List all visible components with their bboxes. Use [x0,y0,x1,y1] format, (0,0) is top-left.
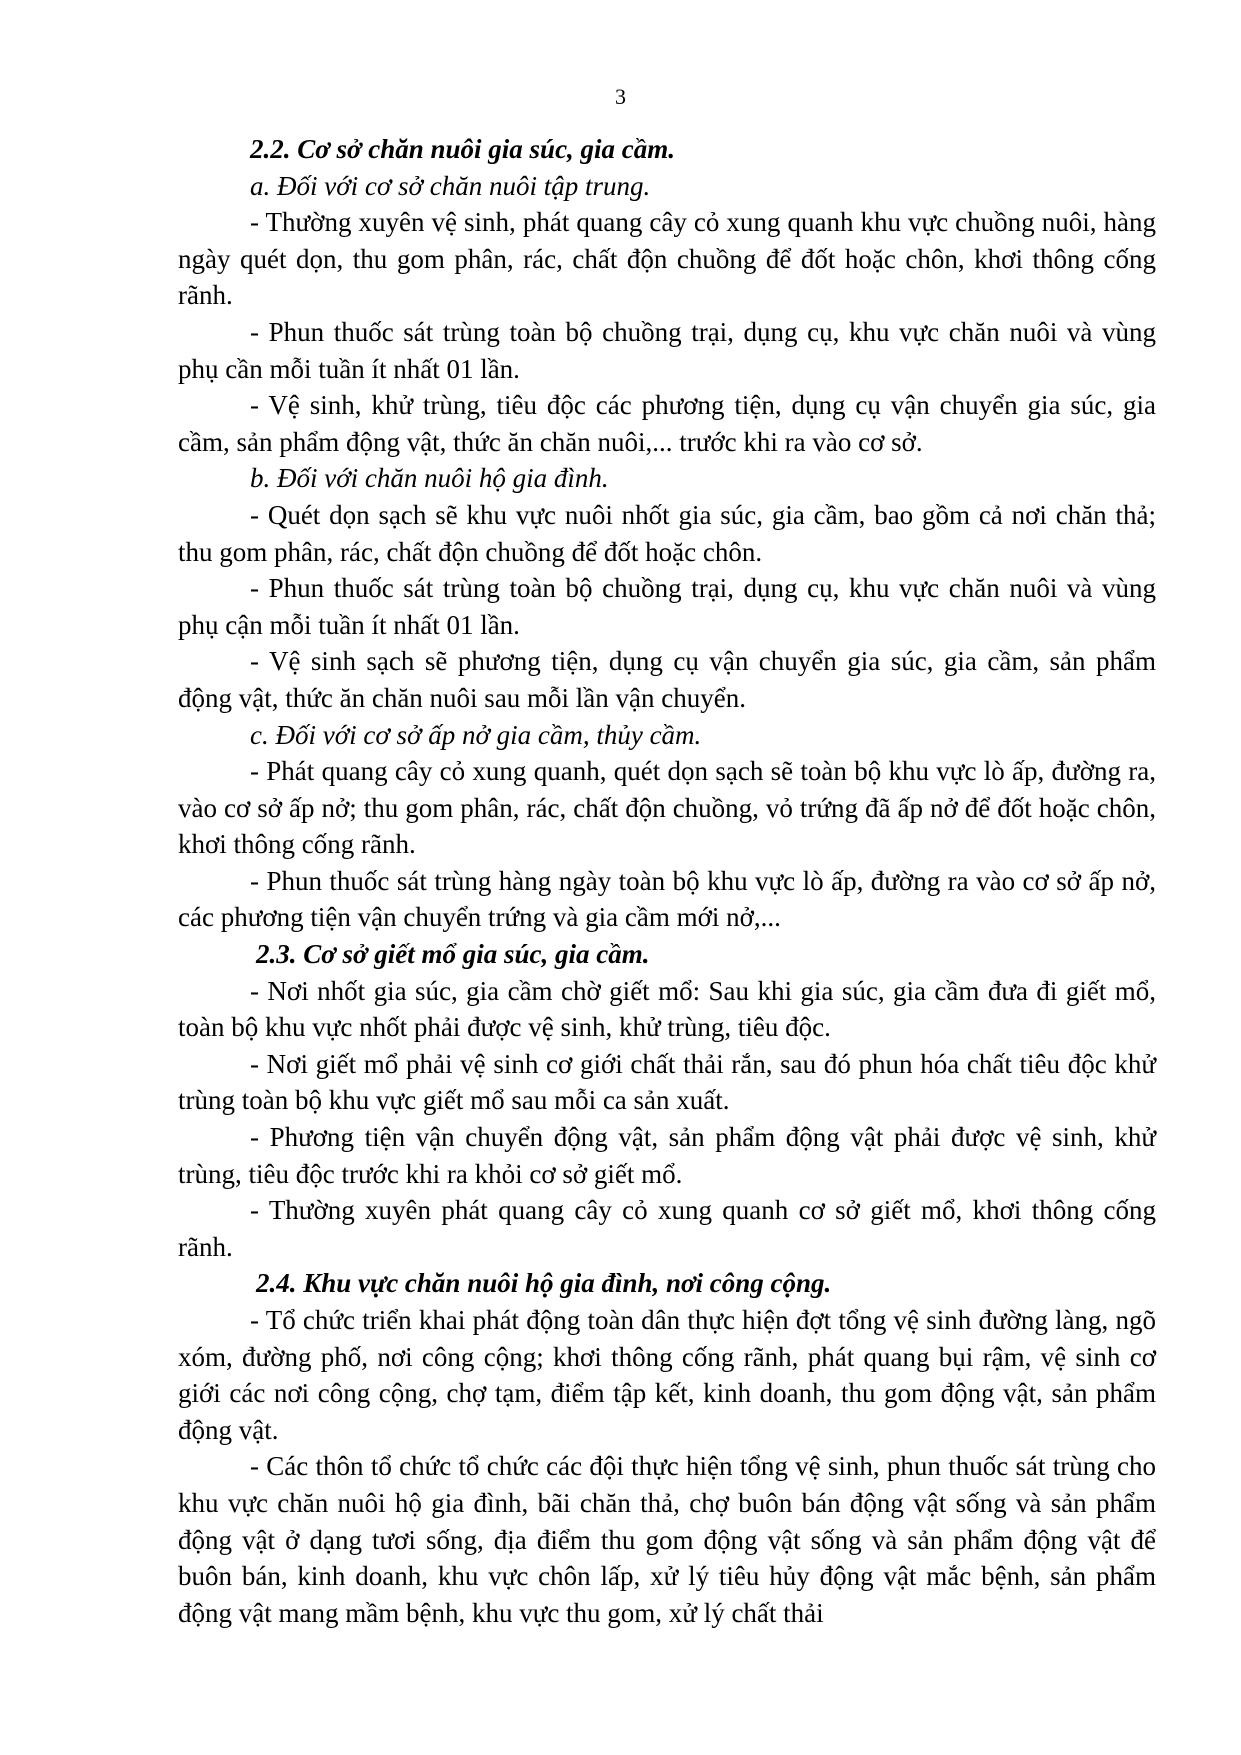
paragraph: - Nơi nhốt gia súc, gia cầm chờ giết mổ: Sau khi gia súc, gia cầm đưa đi giết mổ, toàn bộ khu vực nhốt phải được vệ sinh, khử trùng, tiêu độc. [178,975,1156,1043]
paragraph: - Tổ chức triển khai phát động toàn dân thực hiện đợt tổng vệ sinh đường làng, ngõ xóm, đường phố, nơi công cộng; khơi thông cống rãnh, phát quang bụi rậm, vệ sinh cơ giới các nơi công cộng, chợ tạm, điểm tập kết, kinh doanh, thu gom động vật, sản phẩm động vật. [178,1305,1156,1445]
section-heading: 2.3. Cơ sở giết mổ gia súc, gia cầm. [256,939,650,970]
paragraph: - Phát quang cây cỏ xung quanh, quét dọn sạch sẽ toàn bộ khu vực lò ấp, đường ra, vào cơ sở ấp nở; thu gom phân, rác, chất độn chuồng, vỏ trứng đã ấp nở để đốt hoặc chôn, khơi thông cống rãnh. [178,756,1156,860]
section-heading: 2.4. Khu vực chăn nuôi hộ gia đình, nơi công cộng. [256,1268,832,1299]
document-body [178,131,1156,1631]
paragraph: - Thường xuyên phát quang cây cỏ xung quanh cơ sở giết mổ, khơi thông cống rãnh. [178,1195,1156,1262]
subsection-heading: c. Đối với cơ sở ấp nở gia cầm, thủy cầm. [250,719,702,750]
paragraph: - Phương tiện vận chuyển động vật, sản phẩm động vật phải được vệ sinh, khử trùng, tiêu độc trước khi ra khỏi cơ sở giết mổ. [178,1122,1156,1189]
page-number: 3 [615,84,626,109]
paragraph: - Phun thuốc sát trùng toàn bộ chuồng trại, dụng cụ, khu vực chăn nuôi và vùng phụ cận mỗi tuần ít nhất 01 lần. [178,573,1156,640]
paragraph: - Quét dọn sạch sẽ khu vực nuôi nhốt gia súc, gia cầm, bao gồm cả nơi chăn thả; thu gom phân, rác, chất độn chuồng để đốt hoặc chôn. [178,499,1156,567]
paragraph: - Các thôn tổ chức tổ chức các đội thực hiện tổng vệ sinh, phun thuốc sát trùng cho khu vực chăn nuôi hộ gia đình, bãi chăn thả, chợ buôn bán động vật sống và sản phẩm động vật ở dạng tươi sống, địa điểm thu gom động vật sống và sản phẩm động vật để buôn bán, kinh doanh, khu vực chôn lấp, xử lý tiêu hủy động vật mắc bệnh, sản phẩm động vật mang mầm bệnh, khu vực thu gom, xử lý chất thải [178,1451,1156,1628]
paragraph: - Vệ sinh, khử trùng, tiêu độc các phương tiện, dụng cụ vận chuyển gia súc, gia cầm, sản phẩm động vật, thức ăn chăn nuôi,... trước khi ra vào cơ sở. [178,390,1156,457]
subsection-heading: b. Đối với chăn nuôi hộ gia đình. [250,463,609,494]
subsection-heading: a. Đối với cơ sở chăn nuôi tập trung. [250,170,651,201]
paragraph: - Thường xuyên vệ sinh, phát quang cây cỏ xung quanh khu vực chuồng nuôi, hàng ngày quét dọn, thu gom phân, rác, chất độn chuồng để đốt hoặc chôn, khơi thông cống rãnh. [178,207,1156,311]
paragraph: - Vệ sinh sạch sẽ phương tiện, dụng cụ vận chuyển gia súc, gia cầm, sản phẩm động vật, thức ăn chăn nuôi sau mỗi lần vận chuyển. [178,646,1156,713]
paragraph: - Nơi giết mổ phải vệ sinh cơ giới chất thải rắn, sau đó phun hóa chất tiêu độc khử trùng toàn bộ khu vực giết mổ sau mỗi ca sản xuất. [178,1048,1156,1116]
paragraph: - Phun thuốc sát trùng hàng ngày toàn bộ khu vực lò ấp, đường ra vào cơ sở ấp nở, các phương tiện vận chuyển trứng và gia cầm mới nở,... [178,865,1156,933]
section-heading: 2.2. Cơ sở chăn nuôi gia súc, gia cầm. [250,134,676,164]
paragraph: - Phun thuốc sát trùng toàn bộ chuồng trại, dụng cụ, khu vực chăn nuôi và vùng phụ cần mỗi tuần ít nhất 01 lần. [178,316,1156,384]
